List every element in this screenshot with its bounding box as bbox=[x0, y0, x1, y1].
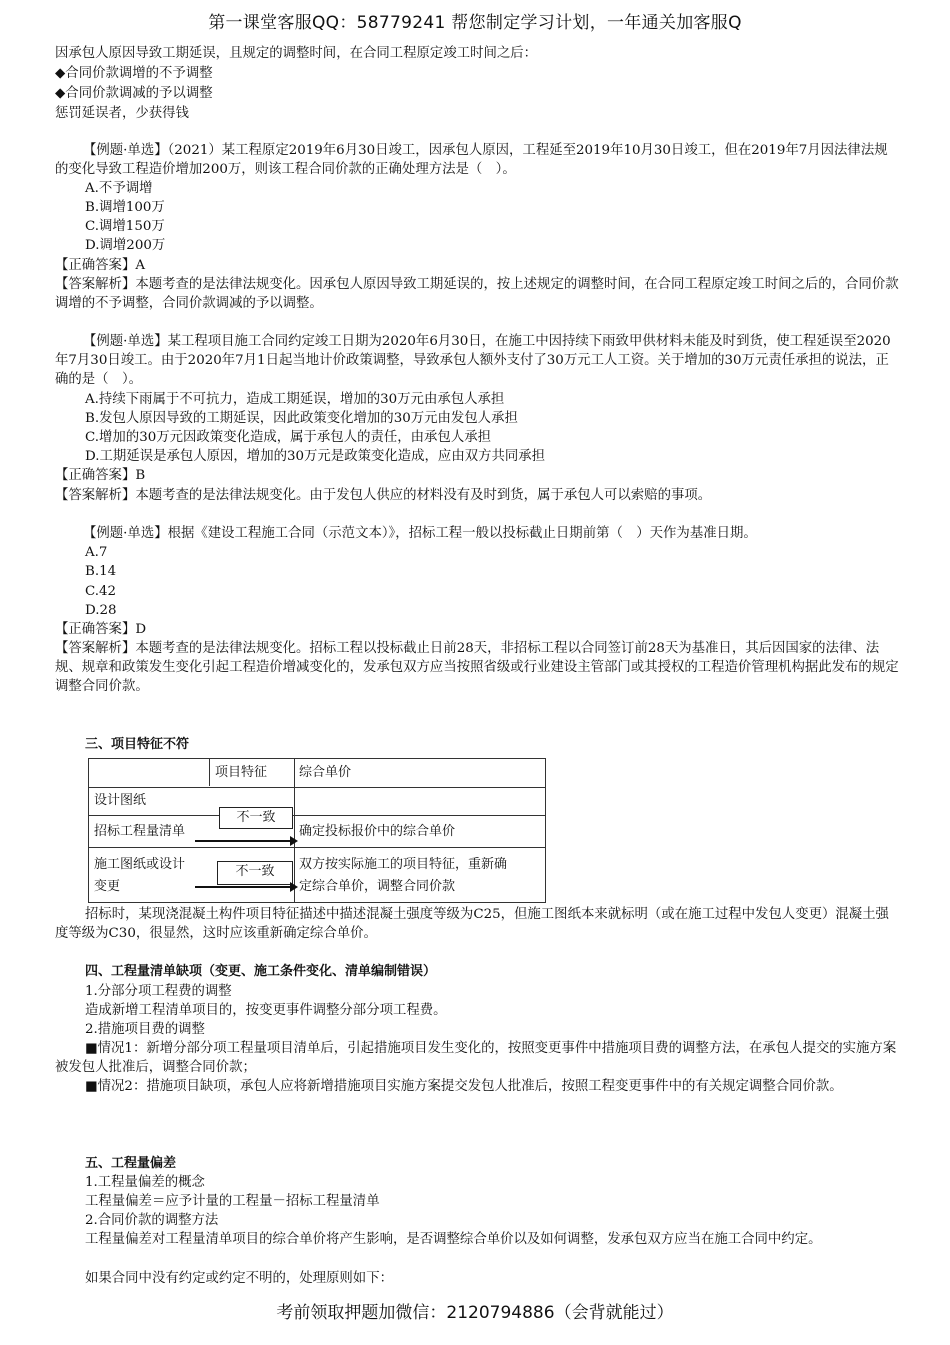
paragraph: 工程量偏差对工程量清单项目的综合单价将产生影响，是否调整综合单价以及如何调整，发承包双方应当在施工合同中约定。 bbox=[85, 1232, 822, 1247]
section-title: 四、工程量清单缺项（变更、施工条件变化、清单编制错误） bbox=[85, 964, 437, 979]
option: A.不予调增 bbox=[85, 181, 153, 196]
row-bill-of-quantities: 招标工程量清单 bbox=[94, 824, 186, 839]
option: D.调增200万 bbox=[85, 238, 166, 253]
row-construction-drawings: 施工图纸或设计 bbox=[94, 857, 186, 872]
correct-answer: 【正确答案】D bbox=[55, 622, 147, 637]
intro-line: 因承包人原因导致工期延误，且规定的调整时间，在合同工程原定竣工时间之后： bbox=[55, 46, 538, 61]
page-footer: 考前领取押题加微信：2120794886（会背就能过） bbox=[276, 1303, 674, 1323]
row-construction-drawings: 变更 bbox=[94, 879, 121, 894]
correct-answer: 【正确答案】A bbox=[55, 258, 146, 273]
intro-line: ◆合同价款调增的不予调整 bbox=[55, 66, 213, 81]
subheading: 1.工程量偏差的概念 bbox=[85, 1175, 205, 1190]
page-header: 第一课堂客服QQ：58779241 帮您制定学习计划，一年通关加客服Q bbox=[208, 13, 742, 33]
option: B.调增100万 bbox=[85, 200, 165, 215]
section-title: 三、项目特征不符 bbox=[85, 737, 190, 752]
option: B.14 bbox=[85, 564, 117, 579]
col-price-header: 综合单价 bbox=[299, 765, 352, 780]
result-price: 确定投标报价中的综合单价 bbox=[299, 824, 456, 839]
option: A.7 bbox=[85, 545, 108, 560]
subheading: 2.合同价款的调整方法 bbox=[85, 1213, 219, 1228]
mismatch-box: 不一致 bbox=[219, 807, 293, 829]
option: D.工期延误是承包人原因，增加的30万元是政策变化造成，应由双方共同承担 bbox=[85, 449, 546, 464]
option: D.28 bbox=[85, 603, 117, 618]
table-rule bbox=[89, 787, 545, 788]
option: C.42 bbox=[85, 584, 117, 599]
arrow-icon bbox=[195, 840, 291, 842]
answer-analysis: 【答案解析】本题考查的是法律法规变化。因承包人原因导致工期延误的，按上述规定的调整时间，在合同工程原定竣工时间之后的，合同价款调增的不予调整，合同价款调减的予以调整。 bbox=[55, 277, 899, 311]
feature-mismatch-table bbox=[88, 758, 546, 903]
table-rule bbox=[89, 847, 545, 848]
correct-answer: 【正确答案】B bbox=[55, 468, 146, 483]
row-design-drawings: 设计图纸 bbox=[94, 793, 147, 808]
table-rule bbox=[209, 759, 210, 786]
table-rule bbox=[294, 759, 295, 902]
paragraph: ■情况2：措施项目缺项，承包人应将新增措施项目实施方案提交发包人批准后，按照工程变更事件中的有关规定调整合同价款。 bbox=[85, 1079, 843, 1094]
table-rule bbox=[89, 815, 545, 816]
paragraph: 招标时，某现浇混凝土构件项目特征描述中描述混凝土强度等级为C25，但施工图纸本来就标明（或在施工过程中发包人变更）混凝土强度等级为C30，很显然，这时应该重新确定综合单价。 bbox=[55, 907, 889, 941]
paragraph: 工程量偏差＝应予计量的工程量－招标工程量清单 bbox=[85, 1194, 380, 1209]
option: C.调增150万 bbox=[85, 219, 165, 234]
mismatch-box: 不一致 bbox=[217, 861, 293, 885]
paragraph: 造成新增工程清单项目的，按变更事件调整分部分项工程费。 bbox=[85, 1003, 447, 1018]
col-feature-header: 项目特征 bbox=[215, 765, 268, 780]
option: B.发包人原因导致的工期延误，因此政策变化增加的30万元由发包人承担 bbox=[85, 411, 518, 426]
answer-analysis: 【答案解析】本题考查的是法律法规变化。由于发包人供应的材料没有及时到货，属于承包人可以索赔的事项。 bbox=[55, 488, 712, 503]
answer-analysis: 【答案解析】本题考查的是法律法规变化。招标工程以投标截止日前28天，非招标工程以合同签订前28天为基准日，其后因国家的法律、法规、规章和政策发生变化引起工程造价增减变化的，发承包双方应当按照省级或行业建设主管部门或其授权的工程造价管理机构据此发布的规定调整合同价款。 bbox=[55, 641, 899, 694]
result-price: 双方按实际施工的项目特征，重新确 bbox=[299, 857, 508, 872]
intro-line: 惩罚延误者，少获得钱 bbox=[55, 106, 189, 121]
result-price: 定综合单价，调整合同价款 bbox=[299, 879, 456, 894]
paragraph: ■情况1：新增分部分项工程量项目清单后，引起措施项目发生变化的，按照变更事件中措施项目费的调整方法，在承包人提交的实施方案被发包人批准后，调整合同价款； bbox=[55, 1041, 897, 1075]
option: C.增加的30万元因政策变化造成，属于承包人的责任，由承包人承担 bbox=[85, 430, 491, 445]
arrow-icon bbox=[195, 886, 291, 888]
subheading: 1.分部分项工程费的调整 bbox=[85, 984, 232, 999]
example-question: 【例题·单选】（2021）某工程原定2019年6月30日竣工，因承包人原因，工程延至2019年10月30日竣工，但在2019年7月因法律法规的变化导致工程造价增加200万，则该工程合同价款的正确处理方法是（ ）。 bbox=[55, 143, 888, 177]
example-question: 【例题·单选】根据《建设工程施工合同（示范文本）》，招标工程一般以投标截止日期前第（ ）天作为基准日期。 bbox=[83, 526, 757, 541]
intro-line: ◆合同价款调减的予以调整 bbox=[55, 86, 213, 101]
paragraph: 如果合同中没有约定或约定不明的，处理原则如下： bbox=[85, 1271, 393, 1286]
option: A.持续下雨属于不可抗力，造成工期延误，增加的30万元由承包人承担 bbox=[85, 392, 505, 407]
section-title: 五、工程量偏差 bbox=[85, 1156, 177, 1171]
example-question: 【例题·单选】某工程项目施工合同约定竣工日期为2020年6月30日，在施工中因持续下雨致甲供材料未能及时到货，使工程延误至2020年7月30日竣工。由于2020年7月1日起当地计价政策调整，导致承包人额外支付了30万元工人工资。关于增加的30万元责任承担的说法，正确的是（ ）。 bbox=[55, 334, 891, 387]
subheading: 2.措施项目费的调整 bbox=[85, 1022, 205, 1037]
